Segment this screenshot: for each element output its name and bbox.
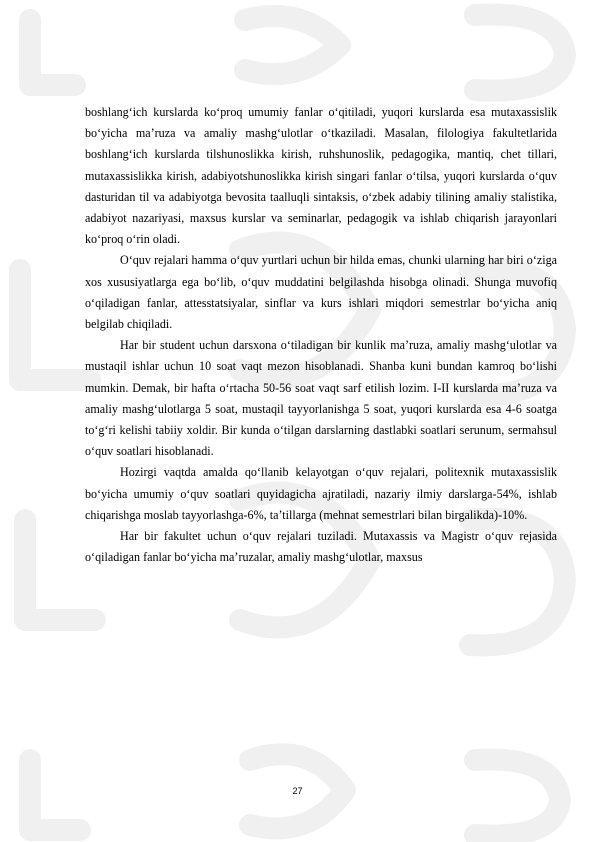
watermark-shape bbox=[475, 15, 565, 91]
paragraph: O‘quv rejalari hamma o‘quv yurtlari uchun bir hilda emas, chunki ularning har biri o‘ziga xos xususiyatlarga ega bo‘lib, o‘quv muddatini belgilashda hisobga olinadi. Shunga muvofiq o‘qiladigan fanlar, attesstatsiyalar, sinflar va kurs ishlari miqdori semestrlar bo‘yicha aniq belgilab chiqiladi. bbox=[85, 253, 557, 332]
page-number: 27 bbox=[292, 786, 303, 796]
watermark-shape bbox=[20, 270, 90, 380]
paragraph: Har bir fakultet uchun o‘quv rejalari tuziladi. Mutaxassis va Magistr o‘quv rejasida o‘qiladigan fanlar bo‘yicha ma’ruzalar, amaliy mashg‘ulotlar, maxsus bbox=[85, 529, 557, 565]
watermark-shape bbox=[245, 16, 340, 74]
page-body bbox=[85, 102, 557, 568]
watermark-shape bbox=[475, 760, 560, 836]
paragraph: Har bir student uchun darsxona o‘tiladigan bir kunlik ma’ruza, amaliy mashg‘ulotlar va mustaqil ishlar uchun 10 soat vaqt mezon hisoblanadi. Shanba kuni bundan kamroq bo‘lishi mumkin. Demak, bir hafta o‘rtacha 50-56 soat vaqt sarf etilish lozim. I-II kurslarda ma’ruza va amaliy mashg‘ulotlarga 5 soat, mustaqil tayyorlanishga 5 soat, yuqori kurslarda esa 4-6 soatga to‘g‘ri kelishi tabiiy xoldir. Bir kunda o‘tilgan darslarning dastlabki soatlari serunum, sermahsul o‘quv soatlari hisoblanadi. bbox=[85, 338, 557, 459]
paragraph: Hozirgi vaqtda amalda qo‘llanib kelayotgan o‘quv rejalari, politexnik mutaxassislik bo‘yicha umumiy o‘quv soatlari quyidagicha ajratiladi, nazariy ilmiy darslarga-54%, ishlab chiqarishga moslab tayyorlashga-6%, ta’tillarga (mehnat semestrlari bilan birgalikda)-10%. bbox=[85, 465, 557, 522]
paragraph-continuation: boshlang‘ich kurslarda ko‘proq umumiy fanlar o‘qitiladi, yuqori kurslarda esa mutaxassislik bo‘yicha ma’ruza va amaliy mashg‘ulotlar o‘tkaziladi. Masalan, filologiya fakultetlarida boshlang‘ich kurslarda tilshunoslikka kirish, ruhshunoslik, pedagogika, mantiq, chet tillari, mutaxassislikka kirish, adabiyotshunoslikka kirish singari fanlar o‘tilsa, yuqori kurslarda o‘quv dasturidan til va adabiyotga bevosita taalluqli sintaksis, o‘zbek adabiy tilining amaliy stalistika, adabiyot nazariyasi, maxsus kurslar va seminarlar, pedagogik va ishlab chiqarish jarayonlari ko‘proq o‘rin oladi. bbox=[85, 105, 557, 247]
watermark-shape bbox=[30, 20, 75, 85]
